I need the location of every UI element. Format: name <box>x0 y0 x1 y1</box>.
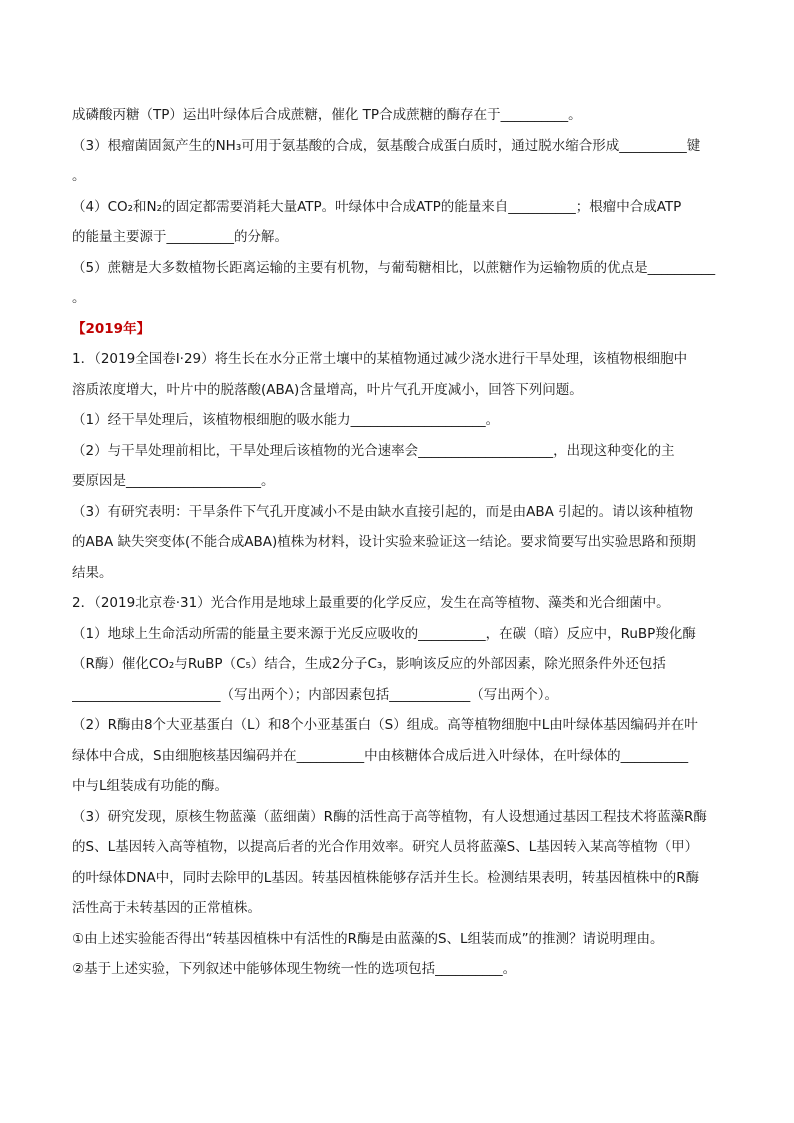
text-line: （2）R酶由8个大亚基蛋白（L）和8个小亚基蛋白（S）组成。高等植物细胞中L由叶绿体基因编码并在叶 <box>72 717 698 733</box>
document-content <box>72 100 724 985</box>
text-line: ①由上述实验能否得出“转基因植株中有活性的R酶是由蓝藻的S、L组装而成”的推测？请说明理由。 <box>72 930 664 947</box>
text-line: 。 <box>72 290 86 306</box>
text-line: （2）与干旱处理前相比，干旱处理后该植物的光合速率会____________________，出现这种变化的主 <box>72 442 675 459</box>
text-line: 要原因是____________________。 <box>72 473 275 489</box>
text-line: 的叶绿体DNA中，同时去除甲的L基因。转基因植株能够存活并生长。检测结果表明，转基因植株中的R酶 <box>72 869 700 886</box>
text-line: 溶质浓度增大，叶片中的脱落酸(ABA)含量增高，叶片气孔开度减小，回答下列问题。 <box>72 381 583 398</box>
text-line: ______________________（写出两个）；内部因素包括____________（写出两个）。 <box>72 686 558 703</box>
text-line: 活性高于未转基因的正常植株。 <box>72 900 261 916</box>
text-line: 绿体中合成，S由细胞核基因编码并在__________中由核糖体合成后进入叶绿体，在叶绿体的__________ <box>72 747 689 764</box>
text-line: ②基于上述实验，下列叙述中能够体现生物统一性的选项包括__________。 <box>72 961 517 977</box>
text-line: （3）有研究表明：干旱条件下气孔开度减小不是由缺水直接引起的，而是由ABA 引起的。请以该种植物 <box>72 503 694 520</box>
question-1-line: 1．（2019全国卷Ⅰ·29）将生长在水分正常土壤中的某植物通过减少浇水进行干旱处理，该植物根细胞中 <box>72 351 688 367</box>
section-heading-2019: 【2019年】 <box>72 320 151 337</box>
text-line: （1）经干旱处理后，该植物根细胞的吸水能力____________________。 <box>72 412 500 428</box>
text-line: （5）蔗糖是大多数植物长距离运输的主要有机物，与葡萄糖相比，以蔗糖作为运输物质的优点是__________ <box>72 259 716 276</box>
text-line: （1）地球上生命活动所需的能量主要来源于光反应吸收的__________，在碳（暗）反应中，RuBP羧化酶 <box>72 625 696 642</box>
text-line: 的能量主要源于__________的分解。 <box>72 229 288 245</box>
text-line: 成磷酸丙糖（TP）运出叶绿体后合成蔗糖，催化 TP合成蔗糖的酶存在于__________。 <box>72 107 582 123</box>
text-line: 中与L组装成有功能的酶。 <box>72 778 229 794</box>
question-2-line: 2．（2019北京卷·31）光合作用是地球上最重要的化学反应，发生在高等植物、藻类和光合细菌中。 <box>72 595 670 611</box>
text-line: （R酶）催化CO₂与RuBP（C₅）结合，生成2分子C₃，影响该反应的外部因素，除光照条件外还包括 <box>72 656 666 672</box>
text-line: （3）研究发现，原核生物蓝藻（蓝细菌）R酶的活性高于高等植物，有人设想通过基因工程技术将蓝藻R酶 <box>72 808 707 825</box>
text-line: 结果。 <box>72 564 113 581</box>
text-line: （3）根瘤菌固氮产生的NH₃可用于氨基酸的合成，氨基酸合成蛋白质时，通过脱水缩合形成__________键 <box>72 137 701 154</box>
text-line: （4）CO₂和N₂的固定都需要消耗大量ATP。叶绿体中合成ATP的能量来自__________；根瘤中合成ATP <box>72 198 682 215</box>
text-line: 的S、L基因转入高等植物，以提高后者的光合作用效率。研究人员将蓝藻S、L基因转入某高等植物（甲） <box>72 839 699 855</box>
text-line: 的ABA 缺失突变体(不能合成ABA)植株为材料，设计实验来验证这一结论。要求简要写出实验思路和预期 <box>72 534 696 550</box>
text-line: 。 <box>72 168 86 184</box>
